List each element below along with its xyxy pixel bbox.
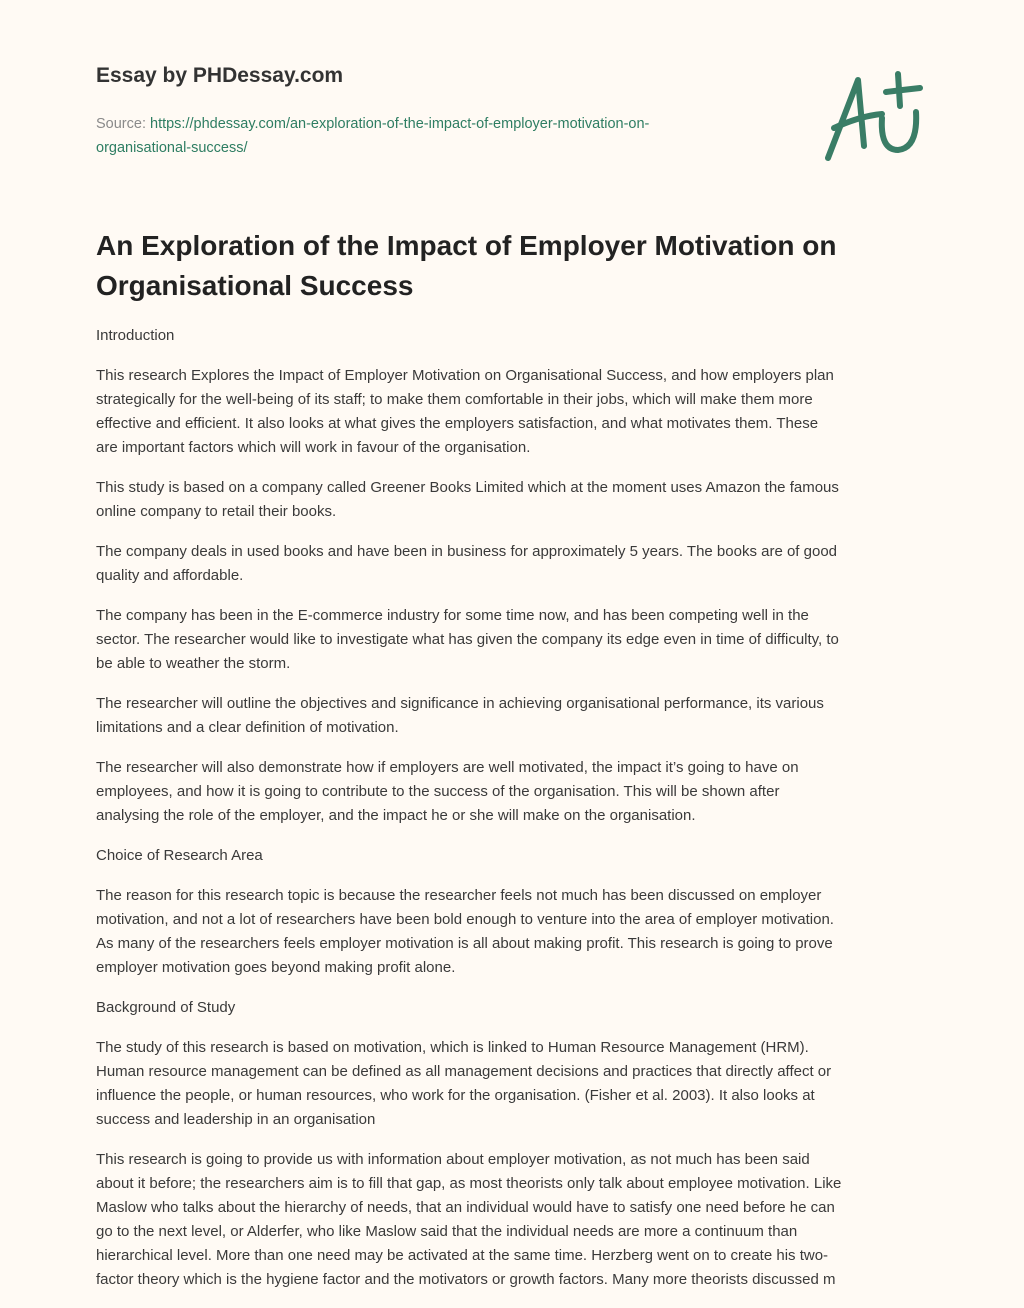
text-line: about it before; the researchers aim is to fill that gap, as most theorists only talk about employee motivation. Like <box>96 1175 842 1192</box>
source-line <box>96 112 796 160</box>
text-line: The researcher will outline the objectives and significance in achieving organisational performance, its various <box>96 695 824 712</box>
text-line: Human resource management can be defined as all management decisions and practices that directly affect or <box>96 1063 832 1080</box>
paragraph <box>96 476 946 524</box>
text-line: sector. The researcher would like to investigate what has given the company its edge even in time of difficulty, to <box>96 631 839 648</box>
section-heading <box>96 844 946 868</box>
text-line: analysing the role of the employer, and the impact he or she will make on the organisation. <box>96 807 696 824</box>
text-line: limitations and a clear definition of motivation. <box>96 719 399 736</box>
text-line: factor theory which is the hygiene factor and the motivators or growth factors. Many more theorists discussed m <box>96 1271 836 1288</box>
a-plus-logo-icon <box>820 66 930 166</box>
text-line: be able to weather the storm. <box>96 655 291 672</box>
paragraph <box>96 1036 946 1132</box>
section-heading <box>96 324 946 348</box>
text-line: effective and efficient. It also looks at what gives the employers satisfaction, and what motivates them. These <box>96 415 819 432</box>
text-line: The reason for this research topic is because the researcher feels not much has been discussed on employer <box>96 887 822 904</box>
paragraph <box>96 604 946 676</box>
text-line: The study of this research is based on motivation, which is linked to Human Resource Management (HRM). <box>96 1039 809 1056</box>
text-line: The researcher will also demonstrate how if employers are well motivated, the impact it’s going to have on <box>96 759 799 776</box>
source-link[interactable] <box>96 116 649 156</box>
text-line: Maslow who talks about the hierarchy of needs, that an individual would have to satisfy one need before he can <box>96 1199 835 1216</box>
source-label: Source: <box>96 116 150 132</box>
title-line: An Exploration of the Impact of Employer Motivation on <box>96 230 837 261</box>
text-line: As many of the researchers feels employer motivation is all about making profit. This research is going to prove <box>96 935 833 952</box>
paragraph <box>96 1148 946 1292</box>
paragraph <box>96 756 946 828</box>
text-line: The company deals in used books and have been in business for approximately 5 years. The books are of good <box>96 543 838 560</box>
text-line: go to the next level, or Alderfer, who like Maslow said that the individual needs are more a continuum than <box>96 1223 798 1240</box>
paragraph <box>96 540 946 588</box>
paragraph <box>96 364 946 460</box>
text-line: The company has been in the E-commerce industry for some time now, and has been competing well in the <box>96 607 809 624</box>
text-line: influence the people, or human resources, who work for the organisation. (Fisher et al. 2003). It also looks at <box>96 1087 815 1104</box>
text-line: strategically for the well-being of its staff; to make them comfortable in their jobs, which will make them more <box>96 391 813 408</box>
text-line: online company to retail their books. <box>96 503 337 520</box>
essay-title <box>96 226 936 306</box>
source-link-line: https://phdessay.com/an-exploration-of-the-impact-of-employer-motivation-on- <box>150 116 650 132</box>
text-line: This study is based on a company called Greener Books Limited which at the moment uses Amazon the famous <box>96 479 839 496</box>
text-line: Background of Study <box>96 999 236 1016</box>
text-line: hierarchical level. More than one need may be activated at the same time. Herzberg went on to create his two- <box>96 1247 829 1264</box>
text-line: This research Explores the Impact of Employer Motivation on Organisational Success, and how employers plan <box>96 367 834 384</box>
paragraph <box>96 884 946 980</box>
section-heading <box>96 996 946 1020</box>
text-line: This research is going to provide us with information about employer motivation, as not much has been said <box>96 1151 810 1168</box>
site-title: Essay by PHDessay.com <box>96 64 344 87</box>
text-line: employer motivation goes beyond making profit alone. <box>96 959 456 976</box>
title-line: Organisational Success <box>96 270 414 301</box>
text-line: Choice of Research Area <box>96 847 263 864</box>
text-line: success and leadership in an organisation <box>96 1111 376 1128</box>
text-line: motivation, and not a lot of researchers have been bold enough to venture into the area of employer motivation. <box>96 911 834 928</box>
essay-body <box>96 324 946 1308</box>
paragraph <box>96 692 946 740</box>
text-line: are important factors which will work in favour of the organisation. <box>96 439 531 456</box>
source-link-line: organisational-success/ <box>96 140 248 156</box>
text-line: employees, and how it is going to contribute to the success of the organisation. This will be shown after <box>96 783 780 800</box>
text-line: quality and affordable. <box>96 567 244 584</box>
text-line: Introduction <box>96 327 175 344</box>
